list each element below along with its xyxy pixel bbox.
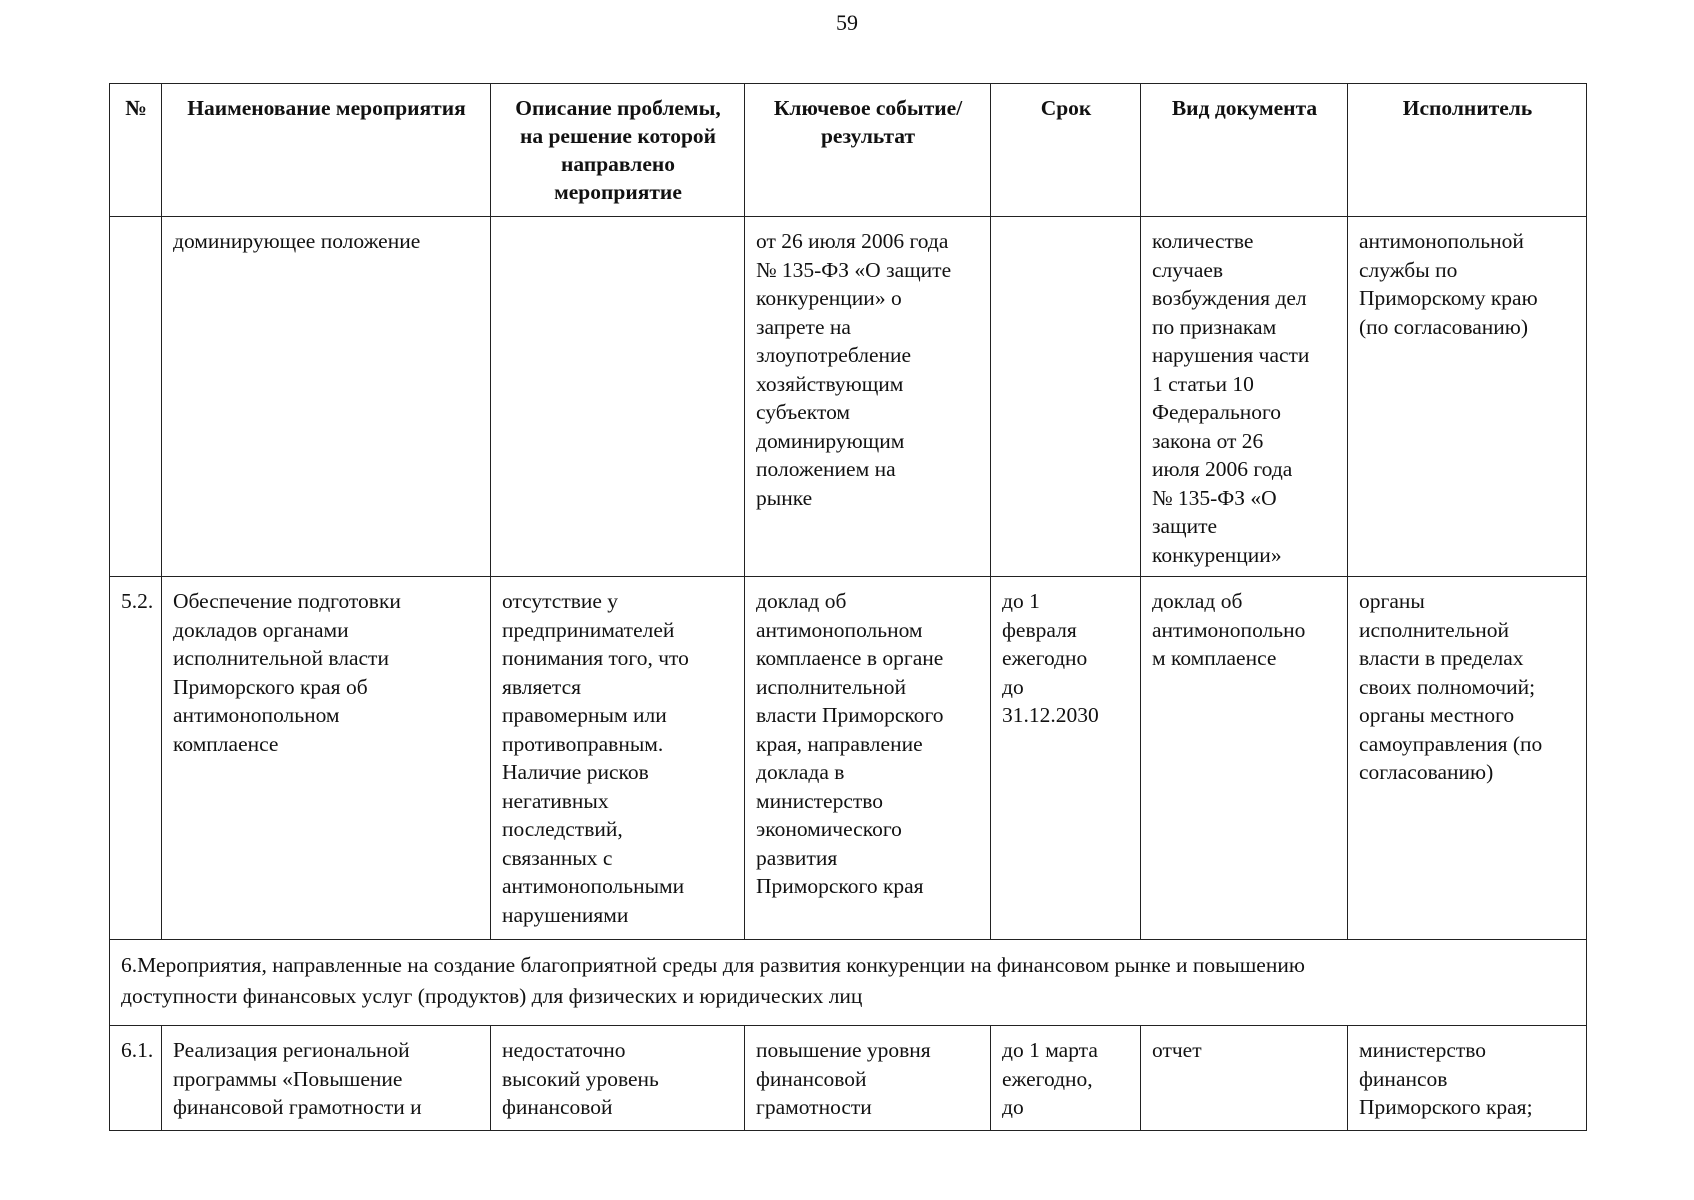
cell-deadline [991, 217, 1141, 577]
header-problem: Описание проблемы, на решение которой направлено мероприятие [491, 84, 745, 217]
cell-executor: антимонопольной службы по Приморскому краю (по согласованию) [1348, 217, 1587, 577]
page-number: 59 [836, 10, 858, 35]
cell-deadline: до 1 марта ежегодно, до [991, 1026, 1141, 1131]
cell-problem [491, 217, 745, 577]
section-row [110, 940, 1587, 1026]
cell-deadline: до 1 февраля ежегодно до 31.12.2030 [991, 577, 1141, 940]
cell-name: доминирующее положение [162, 217, 491, 577]
section-heading: 6.Мероприятия, направленные на создание благоприятной среды для развития конкуренции на финансовом рынке и повышению доступности финансовых услуг (продуктов) для физических и юридических лиц [110, 940, 1587, 1026]
header-deadline: Срок [991, 84, 1141, 217]
header-num: № [110, 84, 162, 217]
cell-result: доклад об антимонопольном комплаенсе в органе исполнительной власти Приморского края, направление доклада в министерство экономического развития Приморского края [745, 577, 991, 940]
cell-doc-type: доклад об антимонопольно м комплаенсе [1141, 577, 1348, 940]
cell-executor: министерство финансов Приморского края; [1348, 1026, 1587, 1131]
cell-result: повышение уровня финансовой грамотности [745, 1026, 991, 1131]
cell-doc-type: отчет [1141, 1026, 1348, 1131]
cell-num: 6.1. [110, 1026, 162, 1131]
table-header-row [110, 84, 1587, 217]
cell-num: 5.2. [110, 577, 162, 940]
header-result: Ключевое событие/результат [745, 84, 991, 217]
header-doc-type: Вид документа [1141, 84, 1348, 217]
cell-num [110, 217, 162, 577]
cell-executor: органы исполнительной власти в пределах своих полномочий; органы местного самоуправления (по согласованию) [1348, 577, 1587, 940]
table-row [110, 577, 1587, 940]
header-name: Наименование мероприятия [162, 84, 491, 217]
cell-name: Реализация региональной программы «Повышение финансовой грамотности и [162, 1026, 491, 1131]
table-row [110, 217, 1587, 577]
measures-table [109, 83, 1587, 1131]
table-row [110, 1026, 1587, 1131]
cell-name: Обеспечение подготовки докладов органами исполнительной власти Приморского края об антимонопольном комплаенсе [162, 577, 491, 940]
header-executor: Исполнитель [1348, 84, 1587, 217]
cell-problem: отсутствие у предпринимателей понимания того, что является правомерным или противоправным. Наличие рисков негативных последствий, связанных с антимонопольными нарушениями [491, 577, 745, 940]
cell-doc-type: количестве случаев возбуждения дел по признакам нарушения части 1 статьи 10 Федерального закона от 26 июля 2006 года № 135-ФЗ «О защите конкуренции» [1141, 217, 1348, 577]
cell-result: от 26 июля 2006 года № 135-ФЗ «О защите конкуренции» о запрете на злоупотребление хозяйствующим субъектом доминирующим положением на рынке [745, 217, 991, 577]
cell-problem: недостаточно высокий уровень финансовой [491, 1026, 745, 1131]
